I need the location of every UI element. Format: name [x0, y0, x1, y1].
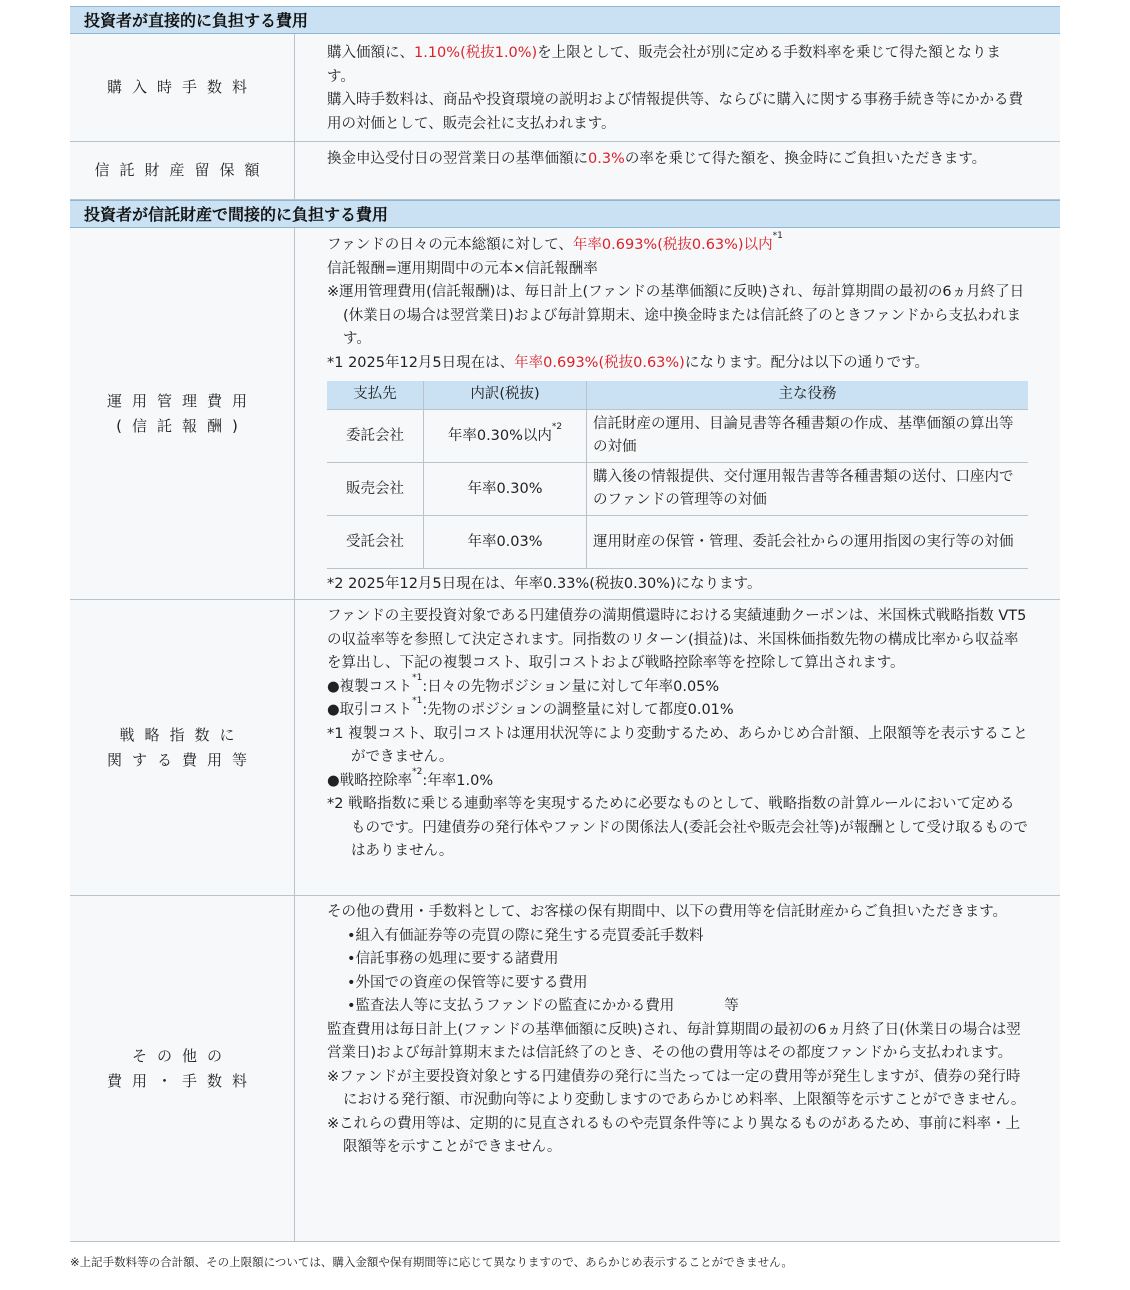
table-row: [327, 463, 1028, 516]
text: ●複製コスト: [327, 678, 413, 695]
text: ●戦略控除率: [327, 772, 413, 789]
other-text-4: ※これらの費用等は、定期的に見直されるものや売買条件等により異なるものがあるため、事前に料率・上限額等を示すことができません。: [327, 1115, 1021, 1155]
row-strategy-costs: [70, 600, 1060, 896]
payee-cell: 委託会社: [327, 410, 424, 463]
retention-text: [327, 148, 1028, 172]
note-ref: *1: [412, 672, 423, 683]
trust-fee-content: [295, 228, 1060, 599]
text: ファンドの日々の元本総額に対して、: [327, 237, 573, 253]
other-costs-label: [70, 896, 295, 1241]
text: *1 2025年12月5日現在は、: [327, 354, 515, 371]
list-item: [327, 995, 1028, 1019]
list-item: •信託事務の処理に要する諸費用: [347, 951, 559, 967]
text: ●取引コスト: [327, 702, 413, 718]
note-ref: *1: [772, 231, 783, 241]
trust-fee-text-4: [327, 352, 1028, 376]
etc-text: 等: [724, 998, 739, 1014]
rate-cell: 年率0.03%: [424, 516, 587, 569]
role-cell: 信託財産の運用、目論見書等各種書類の作成、基準価額の算出等の対価: [587, 410, 1029, 463]
purchase-fee-label: 購入時手数料: [70, 34, 295, 141]
section-indirect-costs-title: 投資者が信託財産で間接的に負担する費用: [70, 200, 1060, 228]
trust-fee-text-3: ※運用管理費用(信託報酬)は、毎日計上(ファンドの基準価額に反映)され、毎計算期間の最初の6ヵ月終了日(休業日の場合は翌営業日)および毎計算期末、途中換金時または信託終了のときファンドから支払われます。: [327, 284, 1025, 347]
note-ref: *2: [412, 766, 423, 777]
text: •監査法人等に支払うファンドの監査にかかる費用: [347, 998, 675, 1014]
list-item: •組入有価証券等の売買の際に発生する売買委託手数料: [347, 927, 704, 944]
row-other-costs: [70, 896, 1060, 1242]
payee-cell: 受託会社: [327, 516, 424, 569]
rate-text: 年率0.30%以内: [447, 427, 552, 444]
highlight-rate: 0.3%: [588, 151, 625, 167]
retention-content: [295, 142, 1060, 199]
trust-fee-text-2: 信託報酬=運用期間中の元本×信託報酬率: [327, 260, 598, 277]
purchase-fee-text-2: 購入時手数料は、商品や投資環境の説明および情報提供等、ならびに購入に関する事務手続き等にかかる費用の対価として、販売会社に支払われます。: [327, 92, 1023, 132]
table-row: [327, 516, 1028, 569]
text: 換金申込受付日の翌営業日の基準価額に: [327, 151, 588, 167]
rate-cell: [424, 410, 587, 463]
fee-allocation-table: [327, 381, 1028, 569]
column-header: 内訳(税抜): [424, 381, 587, 410]
note-ref: *2: [551, 421, 563, 432]
strategy-costs-label: [70, 600, 295, 895]
row-purchase-fee: [70, 34, 1060, 142]
column-header: 主な役務: [587, 381, 1029, 410]
strategy-note-2: *2 戦略指数に乗じる連動率等を実現するために必要なものとして、戦略指数の計算ルールにおいて定めるものです。円建債券の発行体やファンドの関係法人(委託会社や販売会社等)が報酬として受け取るものではありません。: [327, 796, 1028, 859]
trust-fee-text-5: *2 2025年12月5日現在は、年率0.33%(税抜0.30%)になります。: [327, 576, 762, 592]
trust-fee-label-2: (信託報酬): [116, 416, 248, 435]
trust-fee-label: [70, 228, 295, 599]
trust-fee-text-1: [327, 231, 1028, 258]
note-ref: *1: [412, 696, 423, 706]
role-cell: 運用財産の保管・管理、委託会社からの運用指図の実行等の対価: [587, 516, 1029, 569]
other-text-1: その他の費用・手数料として、お客様の保有期間中、以下の費用等を信託財産からご負担いただきます。: [327, 904, 1008, 920]
strategy-label-1: 戦略指数に: [119, 725, 245, 744]
trust-fee-label-1: 運用管理費用: [106, 391, 257, 410]
text: を上限として、販売会社が別に定める手数料率を乗じて得た額となります。: [327, 45, 1001, 85]
table-header-row: [327, 381, 1028, 410]
section-direct-costs-title: 投資者が直接的に負担する費用: [70, 6, 1060, 34]
text: になります。配分は以下の通りです。: [684, 354, 930, 371]
other-label-1: その他の: [131, 1046, 232, 1065]
retention-label: 信託財産留保額: [70, 142, 295, 199]
row-retention: [70, 142, 1060, 200]
role-cell: 購入後の情報提供、交付運用報告書等各種書類の送付、口座内でのファンドの管理等の対価: [587, 463, 1029, 516]
column-header: 支払先: [327, 381, 424, 410]
strategy-bullet-1: [327, 672, 1028, 700]
purchase-fee-text-1: [327, 42, 1028, 89]
footnote: ※上記手数料等の合計額、その上限額については、購入金額や保有期間等に応じて異なりますので、あらかじめ表示することができません。: [70, 1255, 793, 1269]
other-text-2: 監査費用は毎日計上(ファンドの基準価額に反映)され、毎計算期間の最初の6ヵ月終了日(休業日の場合は翌営業日)および毎計算期末または信託終了のとき、その他の費用等はその都度ファンドから支払われます。: [327, 1021, 1021, 1061]
strategy-costs-content: [295, 600, 1060, 895]
text: :日々の先物ポジション量に対して年率0.05%: [422, 678, 720, 695]
other-text-3: ※ファンドが主要投資対象とする円建債券の発行に当たっては一定の費用等が発生しますが、債券の発行時における発行額、市況動向等により変動しますのであらかじめ料率、上限額等を示すことができません。: [327, 1068, 1026, 1108]
rate-cell: 年率0.30%: [424, 463, 587, 516]
purchase-fee-content: [295, 34, 1060, 141]
row-trust-fee: [70, 228, 1060, 600]
highlight-rate: 年率0.693%(税抜0.63%)以内: [572, 237, 773, 253]
other-costs-content: [295, 896, 1060, 1241]
payee-cell: 販売会社: [327, 463, 424, 516]
highlight-rate: 年率0.693%(税抜0.63%): [514, 354, 685, 371]
highlight-rate: 1.10%(税抜1.0%): [414, 45, 538, 61]
table-row: [327, 410, 1028, 463]
strategy-label-2: 関する費用等: [106, 750, 257, 769]
other-label-2: 費用・手数料: [106, 1071, 257, 1090]
strategy-bullet-2: [327, 696, 1028, 723]
text: の率を乗じて得た額を、換金時にご負担いただきます。: [624, 151, 987, 167]
list-item: •外国での資産の保管等に要する費用: [347, 974, 588, 991]
fee-table: [70, 6, 1060, 1242]
text: :年率1.0%: [422, 772, 494, 789]
text: :先物のポジションの調整量に対して都度0.01%: [422, 702, 734, 718]
text: 購入価額に、: [327, 45, 414, 61]
strategy-bullet-3: [327, 766, 1028, 794]
strategy-text-1: ファンドの主要投資対象である円建債券の満期償還時における実績連動クーポンは、米国株式戦略指数 VT5の収益率等を参照して決定されます。同指数のリターン(損益)は、米国株価指数先物の構成比率から収益率を算出し、下記の複製コスト、取引コストおよび戦略控除率等を控除して算出されます。: [327, 608, 1027, 671]
strategy-note-1: *1 複製コスト、取引コストは運用状況等により変動するため、あらかじめ合計額、上限額等を表示することができません。: [327, 725, 1028, 765]
